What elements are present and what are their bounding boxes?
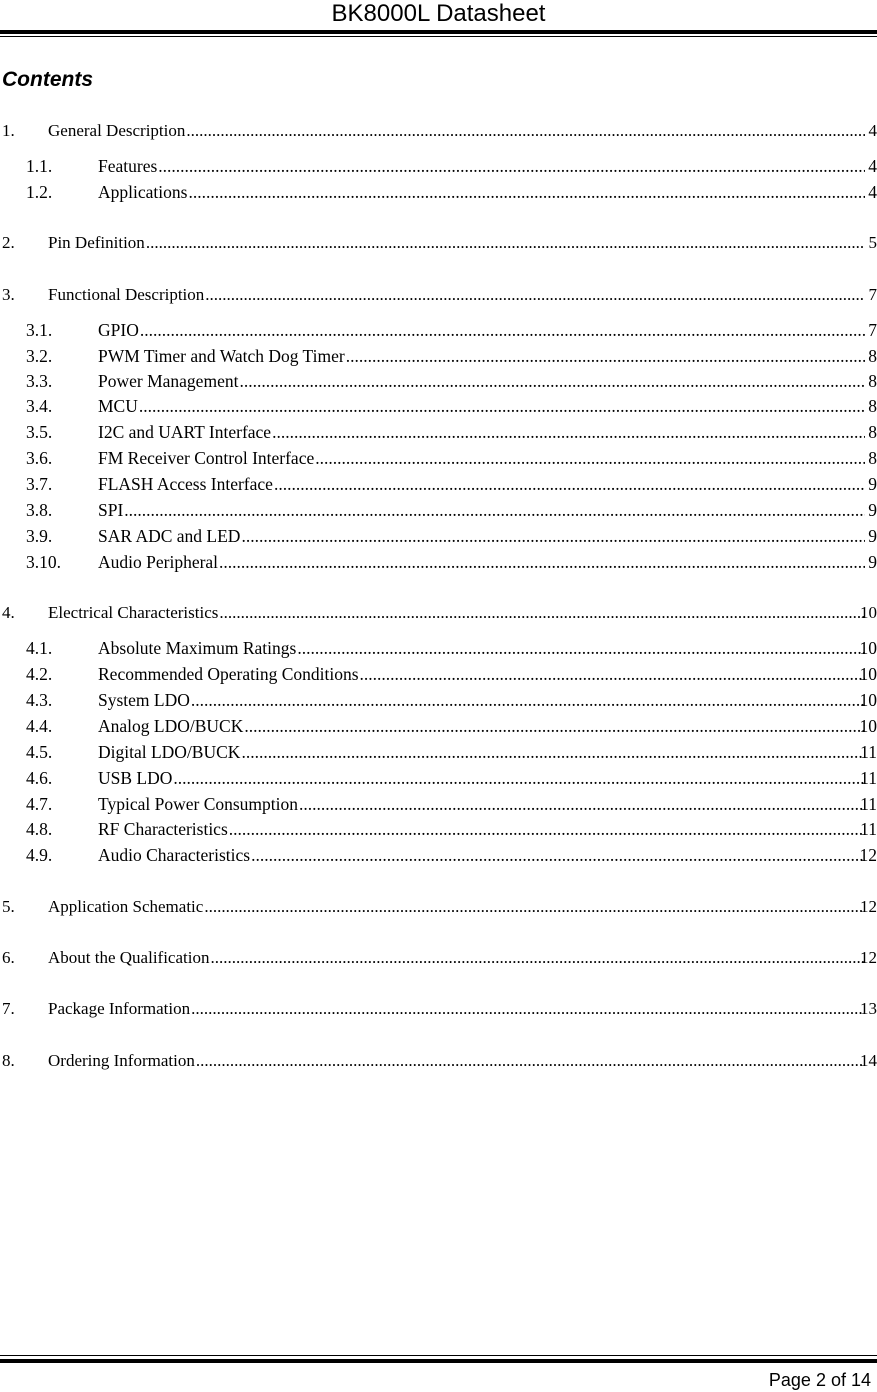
document-title: BK8000L Datasheet (331, 0, 546, 27)
toc-dot-leader (204, 896, 865, 918)
toc-entry-title: Recommended Operating Conditions (98, 664, 359, 684)
header-rule-thin (0, 36, 877, 37)
toc-entry-page: 9 (868, 552, 877, 572)
toc-entry-title: Applications (98, 182, 188, 202)
toc-entry-title: Electrical Characteristics (48, 603, 219, 622)
toc-dot-leader (297, 637, 865, 659)
toc-entry-page: 12 (860, 897, 877, 916)
toc-entry-number: 4. (2, 603, 15, 622)
toc-entry-page: 9 (868, 526, 877, 546)
toc-entry[interactable] (0, 663, 877, 685)
toc-entry-leader (98, 637, 865, 659)
footer-rule-thick (0, 1359, 877, 1363)
contents-heading: Contents (2, 68, 93, 91)
toc-entry[interactable] (0, 818, 877, 840)
toc-entry-title: Features (98, 156, 158, 176)
toc-entry-leader (48, 284, 865, 306)
toc-entry-number: 4.5. (26, 742, 53, 762)
toc-entry-page: 8 (868, 346, 877, 366)
toc-entry-page: 9 (868, 474, 877, 494)
toc-entry-leader (98, 741, 865, 763)
toc-entry[interactable] (0, 395, 877, 417)
toc-entry-title: Audio Peripheral (98, 552, 219, 572)
toc-entry-page: 12 (859, 845, 877, 865)
toc-entry-number: 3.2. (26, 346, 53, 366)
toc-entry-number: 4.6. (26, 768, 53, 788)
toc-entry-page: 11 (860, 819, 877, 839)
toc-entry-page: 7 (868, 285, 877, 304)
toc-entry[interactable] (0, 447, 877, 469)
toc-entry-title: About the Qualification (48, 948, 210, 967)
toc-entry[interactable] (0, 284, 877, 306)
toc-entry-title: General Description (48, 121, 186, 140)
toc-dot-leader (196, 1050, 865, 1072)
toc-entry-leader (48, 232, 865, 254)
toc-entry-number: 1. (2, 121, 15, 140)
toc-entry-page: 7 (868, 320, 877, 340)
toc-entry-title: SPI (98, 500, 124, 520)
toc-dot-leader (158, 155, 865, 177)
toc-entry[interactable] (0, 602, 877, 624)
toc-entry[interactable] (0, 741, 877, 763)
toc-entry-page: 4 (868, 182, 877, 202)
toc-entry-page: 11 (860, 742, 877, 762)
toc-entry-number: 3.3. (26, 371, 53, 391)
toc-entry[interactable] (0, 896, 877, 918)
toc-dot-leader (139, 395, 865, 417)
toc-entry[interactable] (0, 715, 877, 737)
toc-entry[interactable] (0, 473, 877, 495)
toc-entry-title: Audio Characteristics (98, 845, 251, 865)
toc-entry-page: 10 (859, 690, 877, 710)
toc-dot-leader (274, 473, 865, 495)
toc-entry-title: System LDO (98, 690, 190, 710)
toc-entry-number: 4.4. (26, 716, 53, 736)
toc-dot-leader (140, 319, 865, 341)
toc-entry-leader (48, 602, 865, 624)
toc-dot-leader (186, 120, 865, 142)
toc-entry-number: 4.8. (26, 819, 53, 839)
toc-entry-number: 1.1. (26, 156, 53, 176)
header-rule-thick (0, 30, 877, 34)
toc-entry-title: PWM Timer and Watch Dog Timer (98, 346, 345, 366)
toc-entry-number: 3.8. (26, 500, 53, 520)
toc-dot-leader (360, 663, 865, 685)
toc-entry[interactable] (0, 1050, 877, 1072)
toc-entry[interactable] (0, 551, 877, 573)
toc-dot-leader (251, 844, 865, 866)
toc-entry-title: GPIO (98, 320, 139, 340)
toc-entry[interactable] (0, 844, 877, 866)
toc-entry-number: 3.10. (26, 552, 61, 572)
toc-entry-title: USB LDO (98, 768, 173, 788)
toc-entry-page: 8 (868, 371, 877, 391)
toc-entry-title: Application Schematic (48, 897, 204, 916)
toc-entry-title: Package Information (48, 999, 191, 1018)
toc-entry-page: 9 (868, 500, 877, 520)
toc-entry-number: 4.7. (26, 794, 53, 814)
toc-entry-page: 8 (868, 448, 877, 468)
toc-entry[interactable] (0, 689, 877, 711)
toc-entry-leader (98, 319, 865, 341)
toc-dot-leader (346, 345, 865, 367)
toc-entry-number: 3.6. (26, 448, 53, 468)
toc-entry[interactable] (0, 181, 877, 203)
toc-entry-title: Pin Definition (48, 233, 145, 252)
toc-entry-number: 1.2. (26, 182, 53, 202)
toc-entry-page: 10 (859, 716, 877, 736)
toc-dot-leader (173, 767, 865, 789)
toc-entry-leader (98, 345, 865, 367)
toc-entry-number: 4.1. (26, 638, 53, 658)
toc-entry-leader (98, 447, 865, 469)
toc-dot-leader (241, 741, 865, 763)
toc-entry-leader (98, 370, 865, 392)
toc-entry-leader (98, 663, 865, 685)
toc-entry-leader (98, 181, 865, 203)
footer-rule-thin (0, 1355, 877, 1356)
toc-dot-leader (241, 525, 865, 547)
toc-entry-number: 3.7. (26, 474, 53, 494)
toc-entry-title: Typical Power Consumption (98, 794, 299, 814)
toc-entry[interactable] (0, 637, 877, 659)
toc-entry-leader (98, 421, 865, 443)
toc-entry-number: 4.9. (26, 845, 53, 865)
toc-entry-title: MCU (98, 396, 138, 416)
toc-entry[interactable] (0, 998, 877, 1020)
toc-entry[interactable] (0, 345, 877, 367)
toc-dot-leader (219, 551, 865, 573)
toc-dot-leader (299, 793, 865, 815)
page-number: Page 2 of 14 (768, 1370, 871, 1390)
toc-entry-page: 5 (868, 233, 877, 252)
toc-entry-number: 3.4. (26, 396, 53, 416)
toc-entry-leader (98, 395, 865, 417)
toc-entry-number: 3.1. (26, 320, 53, 340)
toc-entry[interactable] (0, 947, 877, 969)
toc-entry-leader (98, 715, 865, 737)
toc-dot-leader (315, 447, 865, 469)
toc-entry-page: 10 (859, 638, 877, 658)
toc-entry-page: 12 (860, 948, 877, 967)
toc-entry-page: 10 (860, 603, 877, 622)
toc-dot-leader (272, 421, 865, 443)
toc-entry[interactable] (0, 525, 877, 547)
toc-entry-page: 14 (860, 1051, 877, 1070)
toc-entry[interactable] (0, 155, 877, 177)
toc-entry-leader (98, 793, 865, 815)
toc-entry-title: Functional Description (48, 285, 205, 304)
toc-entry-number: 8. (2, 1051, 15, 1070)
toc-dot-leader (205, 284, 865, 306)
toc-entry-leader (48, 1050, 865, 1072)
toc-entry-number: 7. (2, 999, 15, 1018)
toc-entry-page: 4 (868, 121, 877, 140)
toc-entry-number: 4.3. (26, 690, 53, 710)
toc-entry-page: 8 (868, 396, 877, 416)
toc-entry-title: Ordering Information (48, 1051, 195, 1070)
toc-entry-title: Digital LDO/BUCK (98, 742, 241, 762)
toc-entry-page: 11 (860, 794, 877, 814)
toc-entry-number: 4.2. (26, 664, 53, 684)
toc-dot-leader (210, 947, 865, 969)
toc-entry-number: 3.9. (26, 526, 53, 546)
toc-entry-leader (98, 818, 865, 840)
toc-entry-title: Absolute Maximum Ratings (98, 638, 297, 658)
toc-entry-title: Power Management (98, 371, 239, 391)
toc-entry-leader (48, 998, 865, 1020)
toc-entry-number: 3. (2, 285, 15, 304)
toc-entry[interactable] (0, 120, 877, 142)
toc-entry-leader (98, 767, 865, 789)
toc-dot-leader (188, 181, 865, 203)
toc-entry-leader (98, 499, 865, 521)
toc-entry-leader (98, 473, 865, 495)
toc-dot-leader (244, 715, 865, 737)
toc-dot-leader (146, 232, 865, 254)
toc-entry-leader (98, 689, 865, 711)
toc-entry-page: 13 (860, 999, 877, 1018)
toc-entry-leader (98, 844, 865, 866)
toc-entry-title: Analog LDO/BUCK (98, 716, 244, 736)
toc-entry-leader (98, 551, 865, 573)
toc-entry-number: 5. (2, 897, 15, 916)
toc-entry[interactable] (0, 767, 877, 789)
toc-entry-leader (98, 155, 865, 177)
toc-dot-leader (229, 818, 865, 840)
toc-entry-page: 4 (868, 156, 877, 176)
toc-entry-title: FM Receiver Control Interface (98, 448, 315, 468)
toc-entry[interactable] (0, 499, 877, 521)
toc-dot-leader (219, 602, 865, 624)
toc-entry-title: RF Characteristics (98, 819, 228, 839)
toc-entry[interactable] (0, 319, 877, 341)
toc-entry-number: 6. (2, 948, 15, 967)
toc-dot-leader (239, 370, 865, 392)
toc-entry[interactable] (0, 421, 877, 443)
toc-dot-leader (124, 499, 865, 521)
toc-entry[interactable] (0, 793, 877, 815)
toc-entry-title: FLASH Access Interface (98, 474, 273, 494)
toc-dot-leader (191, 689, 865, 711)
toc-entry-leader (48, 896, 865, 918)
toc-entry-leader (48, 947, 865, 969)
toc-entry-number: 3.5. (26, 422, 53, 442)
toc-entry[interactable] (0, 370, 877, 392)
toc-entry-title: I2C and UART Interface (98, 422, 272, 442)
toc-entry[interactable] (0, 232, 877, 254)
toc-entry-page: 11 (860, 768, 877, 788)
toc-entry-leader (48, 120, 865, 142)
toc-entry-title: SAR ADC and LED (98, 526, 241, 546)
toc-entry-leader (98, 525, 865, 547)
toc-entry-number: 2. (2, 233, 15, 252)
toc-dot-leader (191, 998, 865, 1020)
toc-entry-page: 8 (868, 422, 877, 442)
toc-entry-page: 10 (859, 664, 877, 684)
